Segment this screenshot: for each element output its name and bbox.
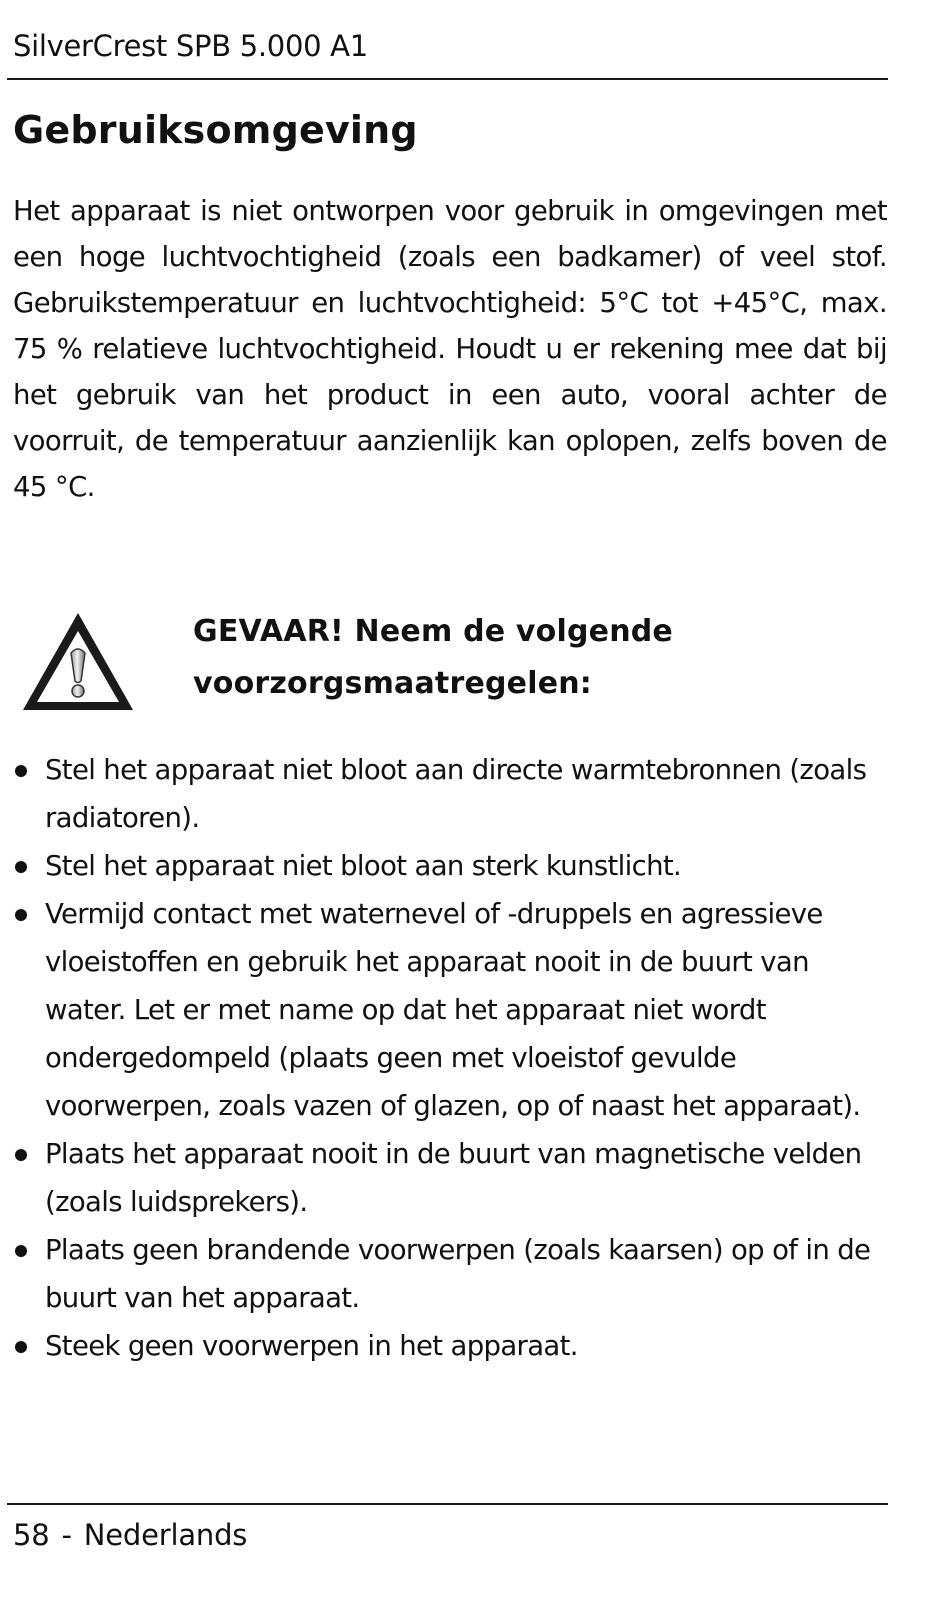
list-item xyxy=(13,746,893,842)
header-divider xyxy=(7,78,888,80)
bullet-icon xyxy=(15,1149,27,1161)
bullet-icon xyxy=(15,765,27,777)
list-item-text: Vermijd contact met waternevel of -druppels en agressieve vloeistoffen en gebruik het apparaat nooit in de buurt van water. Let er met name op dat het apparaat niet wordt ondergedompeld (plaats geen met vloeistof gevulde voorwerpen, zoals vazen of glazen, op of naast het apparaat). xyxy=(45,898,861,1122)
list-item xyxy=(13,1322,893,1370)
list-item-text: Stel het apparaat niet bloot aan sterk kunstlicht. xyxy=(45,850,682,882)
bullet-icon xyxy=(15,1245,27,1257)
warning-heading-line-1: GEVAAR! Neem de volgende xyxy=(193,614,673,649)
warning-heading-line-2: voorzorgsmaatregelen: xyxy=(193,666,593,701)
list-item-text: Steek geen voorwerpen in het apparaat. xyxy=(45,1330,578,1362)
list-item-text: Stel het apparaat niet bloot aan directe warmtebronnen (zoals radiatoren). xyxy=(45,754,867,834)
list-item-text: Plaats het apparaat nooit in de buurt van magnetische velden (zoals luidsprekers). xyxy=(45,1138,862,1218)
bullet-icon xyxy=(15,909,27,921)
warning-heading xyxy=(193,606,793,710)
bullet-icon xyxy=(15,861,27,873)
footer-separator: - xyxy=(61,1518,72,1552)
footer-language: Nederlands xyxy=(83,1518,248,1552)
list-item xyxy=(13,890,893,1130)
intro-paragraph: Het apparaat is niet ontworpen voor gebruik in omgevingen met een hoge luchtvochtigheid (zoals een badkamer) of veel stof. Gebruikstemperatuur en luchtvochtigheid: 5°C tot +45°C, max. 75 % relatieve luchtvochtigheid. Houdt u er rekening mee dat bij het gebruik van het product in een auto, vooral achter de voorruit, de temperatuur aanzienlijk kan oplopen, zelfs boven de 45 °C. xyxy=(13,195,887,503)
bullet-icon xyxy=(15,1341,27,1353)
page-number: 58 xyxy=(13,1518,50,1552)
footer-divider xyxy=(7,1503,888,1505)
list-item xyxy=(13,1130,893,1226)
document-header-title: SilverCrest SPB 5.000 A1 xyxy=(13,29,368,63)
page-footer xyxy=(13,1515,247,1555)
list-item xyxy=(13,1226,893,1322)
list-item-text: Plaats geen brandende voorwerpen (zoals kaarsen) op of in de buurt van het apparaat. xyxy=(45,1234,871,1314)
section-title: Gebruiksomgeving xyxy=(13,108,418,152)
list-item xyxy=(13,842,893,890)
precautions-list xyxy=(13,746,893,1370)
warning-triangle-icon xyxy=(19,609,137,715)
